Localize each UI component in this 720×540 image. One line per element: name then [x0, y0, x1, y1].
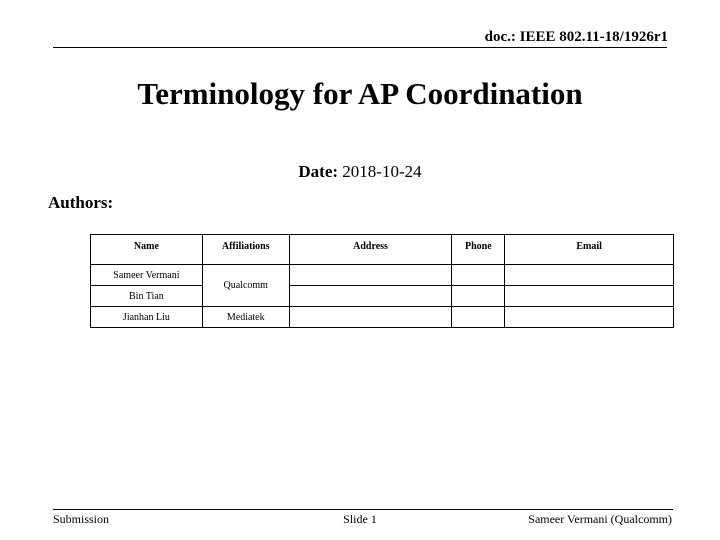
author-address [289, 286, 452, 307]
slide-title: Terminology for AP Coordination [137, 76, 583, 111]
author-email [505, 265, 674, 286]
document-id: doc.: IEEE 802.11-18/1926r1 [484, 29, 668, 45]
author-address [289, 265, 452, 286]
author-name: Bin Tian [91, 286, 203, 307]
date-line [0, 162, 720, 182]
footer-presenter: Sameer Vermani (Qualcomm) [528, 512, 672, 526]
author-address [289, 307, 452, 328]
author-affiliation: Qualcomm [202, 265, 289, 307]
table-row [91, 265, 674, 286]
authors-heading: Authors: [48, 193, 114, 212]
author-phone [452, 307, 505, 328]
date-label: Date: [298, 162, 339, 181]
author-phone [452, 286, 505, 307]
footer-submission: Submission [53, 512, 110, 526]
header-email: Email [505, 235, 674, 265]
author-phone [452, 265, 505, 286]
header-name: Name [91, 235, 203, 265]
table-header-row [91, 235, 674, 265]
author-name: Jianhan Liu [91, 307, 203, 328]
footer-divider [53, 509, 673, 510]
date-value: 2018-10-24 [342, 162, 422, 181]
table-row [91, 286, 674, 307]
authors-table [90, 234, 674, 328]
table-row [91, 307, 674, 328]
author-email [505, 286, 674, 307]
header-affiliations: Affiliations [202, 235, 289, 265]
author-email [505, 307, 674, 328]
header-phone: Phone [452, 235, 505, 265]
header-divider [53, 47, 667, 48]
author-affiliation: Mediatek [202, 307, 289, 328]
footer-slide-number: Slide 1 [343, 512, 377, 526]
header-address: Address [289, 235, 452, 265]
author-name: Sameer Vermani [91, 265, 203, 286]
